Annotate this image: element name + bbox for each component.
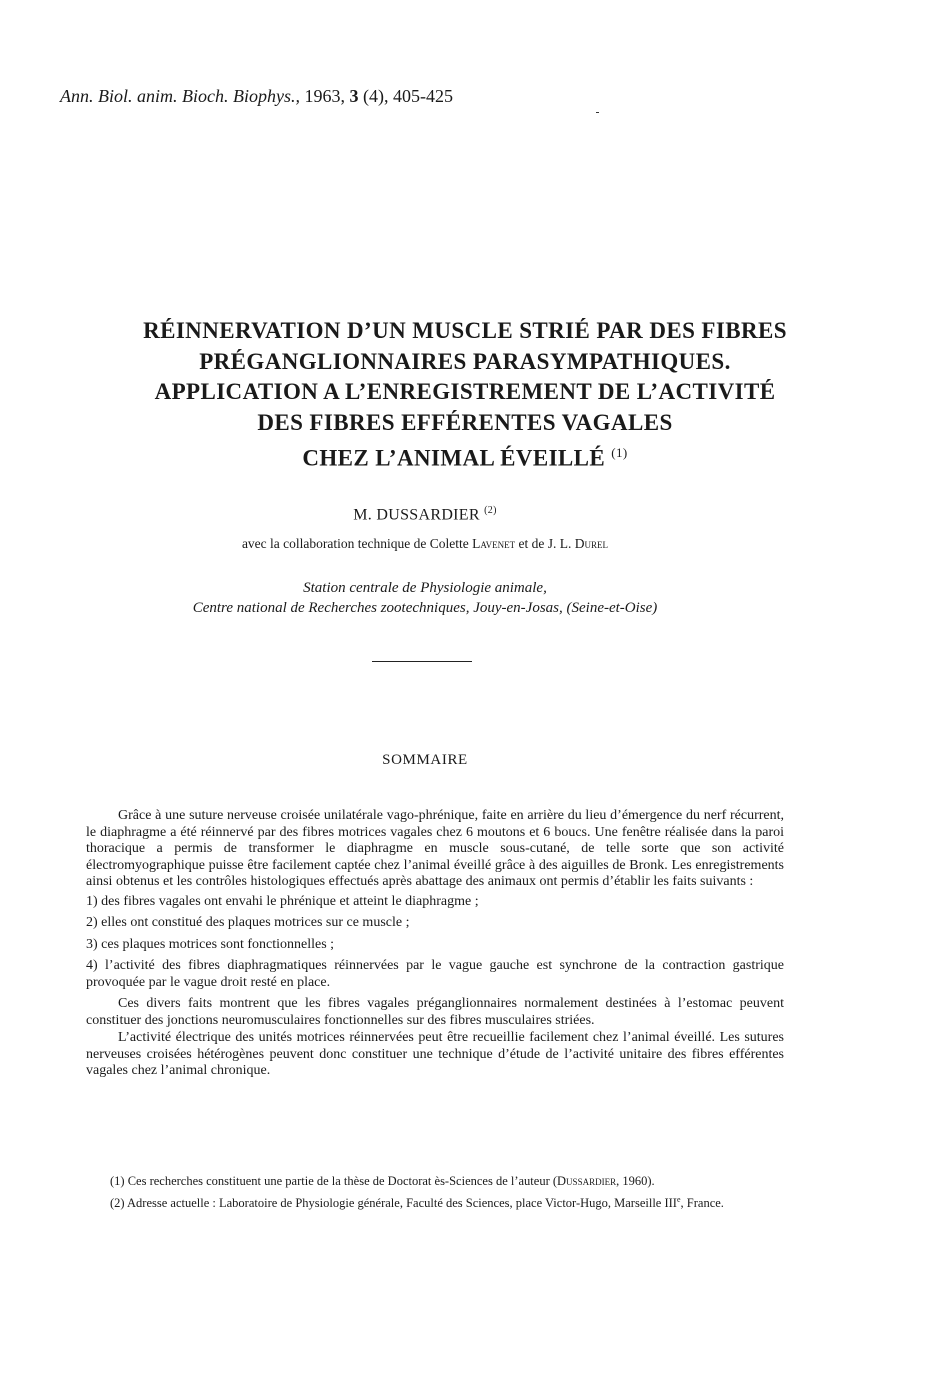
- author-name: M. DUSSARDIER: [353, 506, 480, 524]
- author-footnote-mark: (2): [484, 505, 497, 516]
- separator-rule: [372, 661, 472, 662]
- abstract-paragraph-3: L’activité électrique des unités motrices réinnervées peut être recueillie facilement chez l’animal éveillé. Les sutures nerveuses croisées hétérogènes peuvent donc constituer une technique d’étude de l’activité unitaire des fibres efférentes vagales chez l’animal chronique.: [86, 1030, 784, 1078]
- journal-issue-pages: (4), 405-425: [362, 86, 453, 106]
- journal-name: Ann. Biol. anim. Bioch. Biophys.,: [60, 86, 300, 106]
- footnotes: [86, 1174, 784, 1214]
- author-line: [0, 505, 850, 524]
- footnote-1: [86, 1174, 784, 1189]
- title-line-5-text: CHEZ L’ANIMAL ÉVEILLÉ: [302, 445, 606, 471]
- collab-prefix: avec la collaboration technique de Colette: [241, 536, 469, 551]
- title-line-1: RÉINNERVATION D’UN MUSCLE STRIÉ PAR DES FIBRES: [143, 318, 787, 343]
- abstract-item-1: 1) des fibres vagales ont envahi le phrénique et atteint le diaphragme ;: [86, 893, 479, 909]
- title-line-3: APPLICATION A L’ENREGISTREMENT DE L’ACTIVITÉ: [154, 379, 776, 404]
- abstract-body: [86, 808, 784, 1080]
- collaboration-line: [0, 536, 850, 552]
- title-line-5: [40, 438, 890, 474]
- footnote-2-end: , France.: [680, 1196, 724, 1211]
- footnote-1-mark: (1): [110, 1174, 125, 1188]
- abstract-item-3: 3) ces plaques motrices sont fonctionnelles ;: [86, 936, 335, 952]
- abstract-paragraph-2: Ces divers faits montrent que les fibres vagales préganglionnaires normalement destinées à l’estomac peuvent constituer des jonctions neuromusculaires fonctionnelles sur des fibres musculaires striées.: [86, 996, 784, 1028]
- footnote-2-text: Adresse actuelle : Laboratoire de Physiologie générale, Faculté des Sciences, place Victor-Hugo, Marseille III: [127, 1196, 677, 1211]
- journal-year: 1963,: [304, 86, 345, 106]
- affiliation-line-1: Station centrale de Physiologie animale,: [303, 580, 547, 596]
- section-heading: SOMMAIRE: [382, 752, 468, 768]
- paper-title: [40, 316, 890, 474]
- abstract-item-2: 2) elles ont constitué des plaques motrices sur ce muscle ;: [86, 915, 410, 930]
- footnote-2-sup: e: [676, 1195, 681, 1204]
- footnote-2-mark: (2): [110, 1196, 125, 1211]
- collab-name-2: Durel: [574, 536, 609, 551]
- footnote-2: [86, 1192, 784, 1211]
- collab-name-1: Lavenet: [472, 536, 516, 551]
- affiliation: [0, 578, 850, 618]
- abstract-item-4: 4) l’activité des fibres diaphragmatiques réinnervées par le vague gauche est synchrone de la contraction gastrique provoquée par le vague droit resté en place.: [86, 958, 784, 990]
- title-line-2: PRÉGANGLIONNAIRES PARASYMPATHIQUES.: [199, 348, 731, 374]
- collab-mid: et de J. L.: [518, 536, 572, 551]
- title-line-4: DES FIBRES EFFÉRENTES VAGALES: [257, 409, 673, 435]
- title-footnote-mark: (1): [611, 445, 628, 460]
- journal-volume: 3: [349, 86, 359, 106]
- journal-citation: [60, 86, 453, 107]
- footnote-1-end: , 1960).: [616, 1174, 655, 1188]
- footnote-1-text: Ces recherches constituent une partie de la thèse de Doctorat ès-Sciences de l’auteur (: [127, 1174, 558, 1188]
- affiliation-line-2: Centre national de Recherches zootechniques, Jouy-en-Josas, (Seine-et-Oise): [192, 600, 658, 616]
- footnote-1-name: Dussardier: [557, 1174, 617, 1188]
- abstract-intro: Grâce à une suture nerveuse croisée unilatérale vago-phrénique, faite en arrière du lieu d’émergence du nerf récurrent, le diaphragme a été réinnervé par des fibres motrices vagales chez 6 moutons et 6 boucs. Une fenêtre réalisée dans la paroi thoracique a permis de transformer le diaphragme en muscle sous-cutané, de telle sorte que son activité électromyographique puisse être facilement captée chez l’animal éveillé grâce à des aiguilles de Bronk. Les enregistrements ainsi obtenus et les contrôles histologiques effectués après abattage des animaux ont permis d’établir les faits suivants :: [86, 808, 784, 889]
- print-speck: [596, 112, 599, 113]
